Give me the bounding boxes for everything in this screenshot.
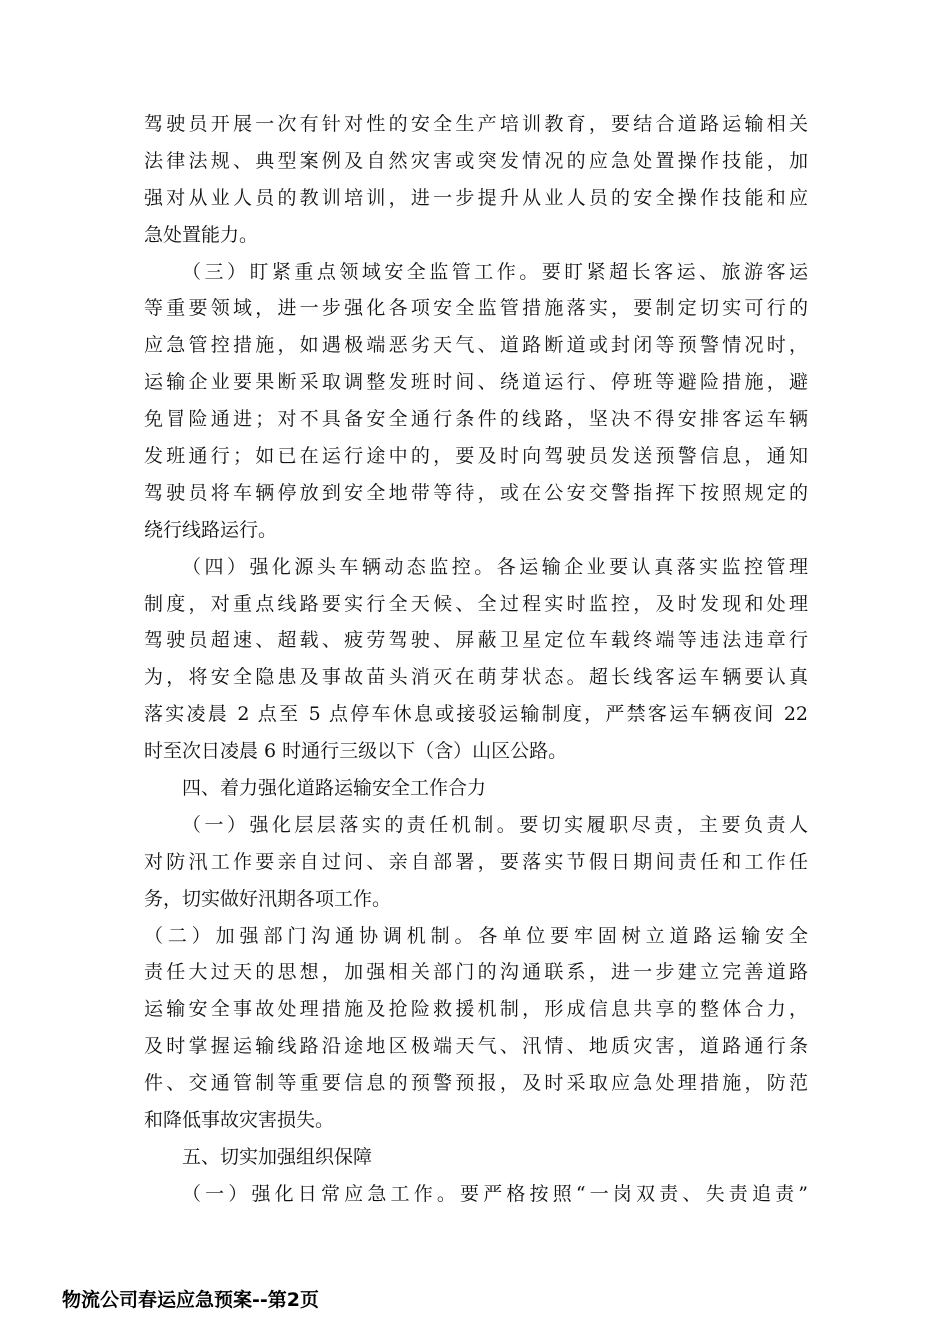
page-footer: 物流公司春运应急预案--第2页	[62, 1289, 319, 1311]
text-line: （四）强化源头车辆动态监控。各运输企业要认真落实监控管理	[182, 555, 808, 578]
text-line: 强对从业人员的教训培训，进一步提升从业人员的安全操作技能和应	[144, 186, 808, 209]
text-line: 应急管控措施，如遇极端恶劣天气、道路断道或封闭等预警情况时，	[144, 334, 808, 357]
paragraph	[144, 254, 808, 549]
text-line: 和降低事故灾害损失。	[144, 1109, 335, 1132]
text-line: 务，切实做好汛期各项工作。	[144, 887, 392, 910]
text-line: 运输企业要果断采取调整发班时间、绕道运行、停班等避险措施，避	[144, 371, 808, 394]
text-line: 绕行线路运行。	[144, 518, 278, 541]
text-line: （一）强化日常应急工作。要严格按照“一岗双责、失责追责”	[182, 1182, 808, 1205]
paragraph	[144, 770, 808, 807]
document-body	[144, 106, 808, 1213]
text-line: 及时掌握运输线路沿途地区极端天气、汛情、地质灾害，道路通行条	[144, 1035, 808, 1058]
text-line: （二）加强部门沟通协调机制。各单位要牢固树立道路运输安全	[144, 924, 808, 947]
paragraph	[144, 106, 808, 254]
text-line: 驾驶员超速、超载、疲劳驾驶、屏蔽卫星定位车载终端等违法违章行	[144, 629, 808, 652]
paragraph	[144, 1139, 808, 1176]
text-line: （三）盯紧重点领域安全监管工作。要盯紧超长客运、旅游客运	[182, 260, 808, 283]
text-line: （一）强化层层落实的责任机制。要切实履职尽责，主要负责人	[182, 813, 808, 836]
text-line: 时至次日凌晨 6 时通行三级以下（含）山区公路。	[144, 740, 568, 763]
text-line: 责任大过天的思想，加强相关部门的沟通联系，进一步建立完善道路	[144, 961, 808, 984]
text-line: 为，将安全隐患及事故苗头消灭在萌芽状态。超长线客运车辆要认真	[144, 666, 808, 689]
text-line: 制度，对重点线路要实行全天候、全过程实时监控，及时发现和处理	[144, 592, 808, 615]
text-line: 急处置能力。	[144, 223, 259, 246]
text-line: 发班通行；如已在运行途中的，要及时向驾驶员发送预警信息，通知	[144, 445, 808, 468]
text-line: 件、交通管制等重要信息的预警预报，及时采取应急处理措施，防范	[144, 1072, 808, 1095]
paragraph	[144, 549, 808, 770]
paragraph	[144, 918, 808, 1139]
text-line: 法律法规、典型案例及自然灾害或突发情况的应急处置操作技能，加	[144, 149, 808, 172]
text-line: 等重要领域，进一步强化各项安全监管措施落实，要制定切实可行的	[144, 297, 808, 320]
paragraph	[144, 1176, 808, 1213]
text-line: 免冒险通进；对不具备安全通行条件的线路，坚决不得安排客运车辆	[144, 408, 808, 431]
text-line: 驾驶员开展一次有针对性的安全生产培训教育，要结合道路运输相关	[144, 113, 808, 135]
text-line: 驾驶员将车辆停放到安全地带等待，或在公安交警指挥下按照规定的	[144, 481, 808, 504]
text-line: 运输安全事故处理措施及抢险救援机制，形成信息共享的整体合力，	[144, 998, 808, 1021]
text-line: 落实凌晨 2 点至 5 点停车休息或接驳运输制度，严禁客运车辆夜间 22	[144, 703, 808, 726]
text-line: 对防汛工作要亲自过问、亲自部署，要落实节假日期间责任和工作任	[144, 850, 808, 873]
text-line: 五、切实加强组织保障	[182, 1145, 373, 1168]
text-line: 四、着力强化道路运输安全工作合力	[182, 777, 487, 800]
paragraph	[144, 807, 808, 918]
